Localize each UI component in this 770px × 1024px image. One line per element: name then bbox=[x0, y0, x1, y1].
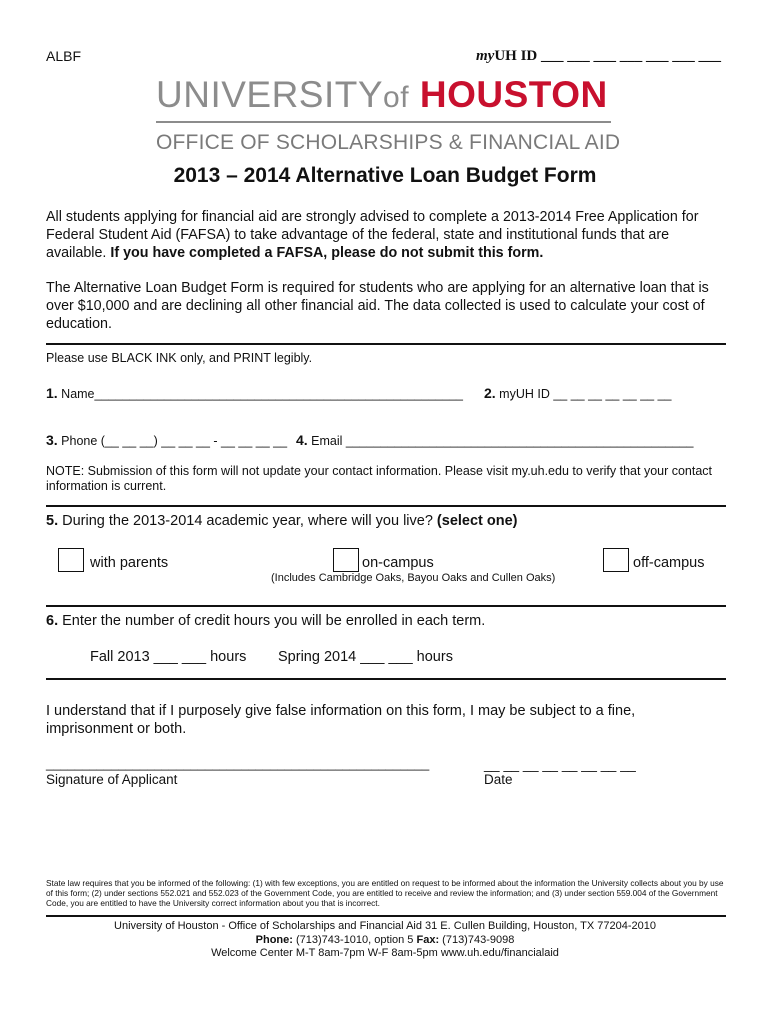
id-label: myUH ID bbox=[495, 387, 550, 401]
option-off-campus-label: off-campus bbox=[633, 555, 705, 571]
name-number: 1. bbox=[46, 385, 58, 401]
logo-houston: HOUSTON bbox=[419, 74, 608, 115]
logo-office: OFFICE OF SCHOLARSHIPS & FINANCIAL AID bbox=[156, 131, 621, 154]
option-on-campus-label: on-campus bbox=[362, 555, 434, 571]
fall-hours-field[interactable]: Fall 2013 ___ ___ hours bbox=[90, 649, 247, 665]
id-blanks: __ __ __ __ __ __ __ bbox=[549, 387, 672, 401]
page-title: 2013 – 2014 Alternative Loan Budget Form bbox=[173, 164, 597, 187]
intro-p1-bold: If you have completed a FAFSA, please do not submit this form. bbox=[110, 245, 544, 261]
checkbox-off-campus[interactable] bbox=[603, 548, 629, 572]
legal-notice: State law requires that you be informed of the following: (1) with few exceptions, you are entitled on request to be informed about the information the University collects about you by use of this form; (2) under sections 552.021 and 552.023 of the Government Code, you are entitled to receive and review the information; and (3) under section 559.004 of the Government Code, you are entitled to have the University correct information about you that is incorrect. bbox=[46, 878, 724, 908]
form-code: ALBF bbox=[46, 48, 82, 64]
email-label: Email bbox=[307, 434, 343, 448]
q5-text: During the 2013-2014 academic year, where will you live? bbox=[58, 513, 437, 529]
instructions: Please use BLACK INK only, and PRINT legibly. bbox=[46, 351, 313, 365]
university-logo bbox=[156, 74, 621, 155]
footer-fax: (713)743-9098 bbox=[439, 933, 515, 946]
option-with-parents-label: with parents bbox=[90, 555, 169, 571]
footer-phone-label: Phone: bbox=[255, 933, 293, 946]
logo-of: of bbox=[383, 81, 410, 114]
phone-label: Phone bbox=[57, 434, 98, 448]
certification-statement: I understand that if I purposely give false information on this form, I may be subject to a fine, imprisonment or both. bbox=[46, 703, 636, 737]
footer-divider bbox=[46, 915, 726, 917]
section-divider bbox=[46, 678, 726, 680]
q6-text: Enter the number of credit hours you will be enrolled in each term. bbox=[58, 613, 486, 629]
id-number: 2. bbox=[484, 385, 496, 401]
phone-number: 3. bbox=[46, 432, 58, 448]
question-6 bbox=[46, 613, 485, 629]
footer-hours: Welcome Center M-T 8am-7pm W-F 8am-5pm www.uh.edu/financialaid bbox=[211, 947, 559, 959]
signature-label: Signature of Applicant bbox=[46, 772, 178, 787]
myuh-suffix: UH ID bbox=[494, 48, 538, 64]
on-campus-note: (Includes Cambridge Oaks, Bayou Oaks and Cullen Oaks) bbox=[271, 572, 556, 584]
question-5 bbox=[46, 513, 518, 529]
date-label: Date bbox=[484, 772, 513, 787]
phone-field[interactable] bbox=[46, 432, 287, 448]
q6-number: 6. bbox=[46, 613, 59, 629]
myuh-id-blanks: ___ ___ ___ ___ ___ ___ ___ bbox=[541, 48, 721, 64]
name-field[interactable] bbox=[46, 385, 463, 401]
footer-contact bbox=[0, 934, 770, 948]
contact-note: NOTE: Submission of this form will not update your contact information. Please visit my.uh.edu to verify that your contact information is current. bbox=[46, 464, 713, 493]
section-divider bbox=[46, 605, 726, 607]
name-label: Name bbox=[57, 387, 95, 401]
section-divider bbox=[46, 343, 726, 345]
email-line: __________________________________________________ bbox=[342, 434, 694, 448]
email-number: 4. bbox=[296, 432, 308, 448]
email-field[interactable] bbox=[296, 432, 694, 448]
myuh-id-header bbox=[476, 48, 721, 65]
checkbox-with-parents[interactable] bbox=[58, 548, 84, 572]
name-line: _____________________________________________________ bbox=[94, 387, 463, 401]
footer-fax-label: Fax: bbox=[416, 933, 440, 946]
intro-paragraph-1 bbox=[46, 208, 726, 262]
intro-paragraph-2: The Alternative Loan Budget Form is required for students who are applying for an alternative loan that is over $10,000 and are declining all other financial aid. The data collected is used to calculate your cost of education. bbox=[46, 280, 709, 332]
spring-hours-field[interactable]: Spring 2014 ___ ___ hours bbox=[278, 649, 453, 665]
myuh-id-field[interactable] bbox=[484, 385, 672, 401]
footer-phone: (713)743-1010, option 5 bbox=[292, 933, 417, 946]
footer bbox=[0, 920, 770, 961]
phone-blanks: (__ __ __) __ __ __ - __ __ __ __ bbox=[97, 434, 288, 448]
signature-line[interactable]: _____________________________________________________ bbox=[46, 756, 430, 771]
q5-select-hint: (select one) bbox=[436, 513, 518, 529]
logo-university: UNIVERSITY bbox=[156, 74, 384, 115]
intro-p1-text: All students applying for financial aid are strongly advised to complete a 2013-2014 Free Application for Federal Student Aid (FAFSA) to take advantage of the federal, state and institutional funds that are available. bbox=[46, 209, 699, 261]
date-blanks[interactable]: __ __ __ __ __ __ __ __ bbox=[484, 756, 636, 772]
footer-address: University of Houston - Office of Scholarships and Financial Aid 31 E. Cullen Building, Houston, TX 77204-2010 bbox=[114, 920, 656, 932]
checkbox-on-campus[interactable] bbox=[333, 548, 359, 572]
section-divider bbox=[46, 505, 726, 507]
q5-number: 5. bbox=[46, 513, 59, 529]
myuh-prefix: my bbox=[476, 48, 495, 64]
logo-divider bbox=[156, 121, 611, 123]
